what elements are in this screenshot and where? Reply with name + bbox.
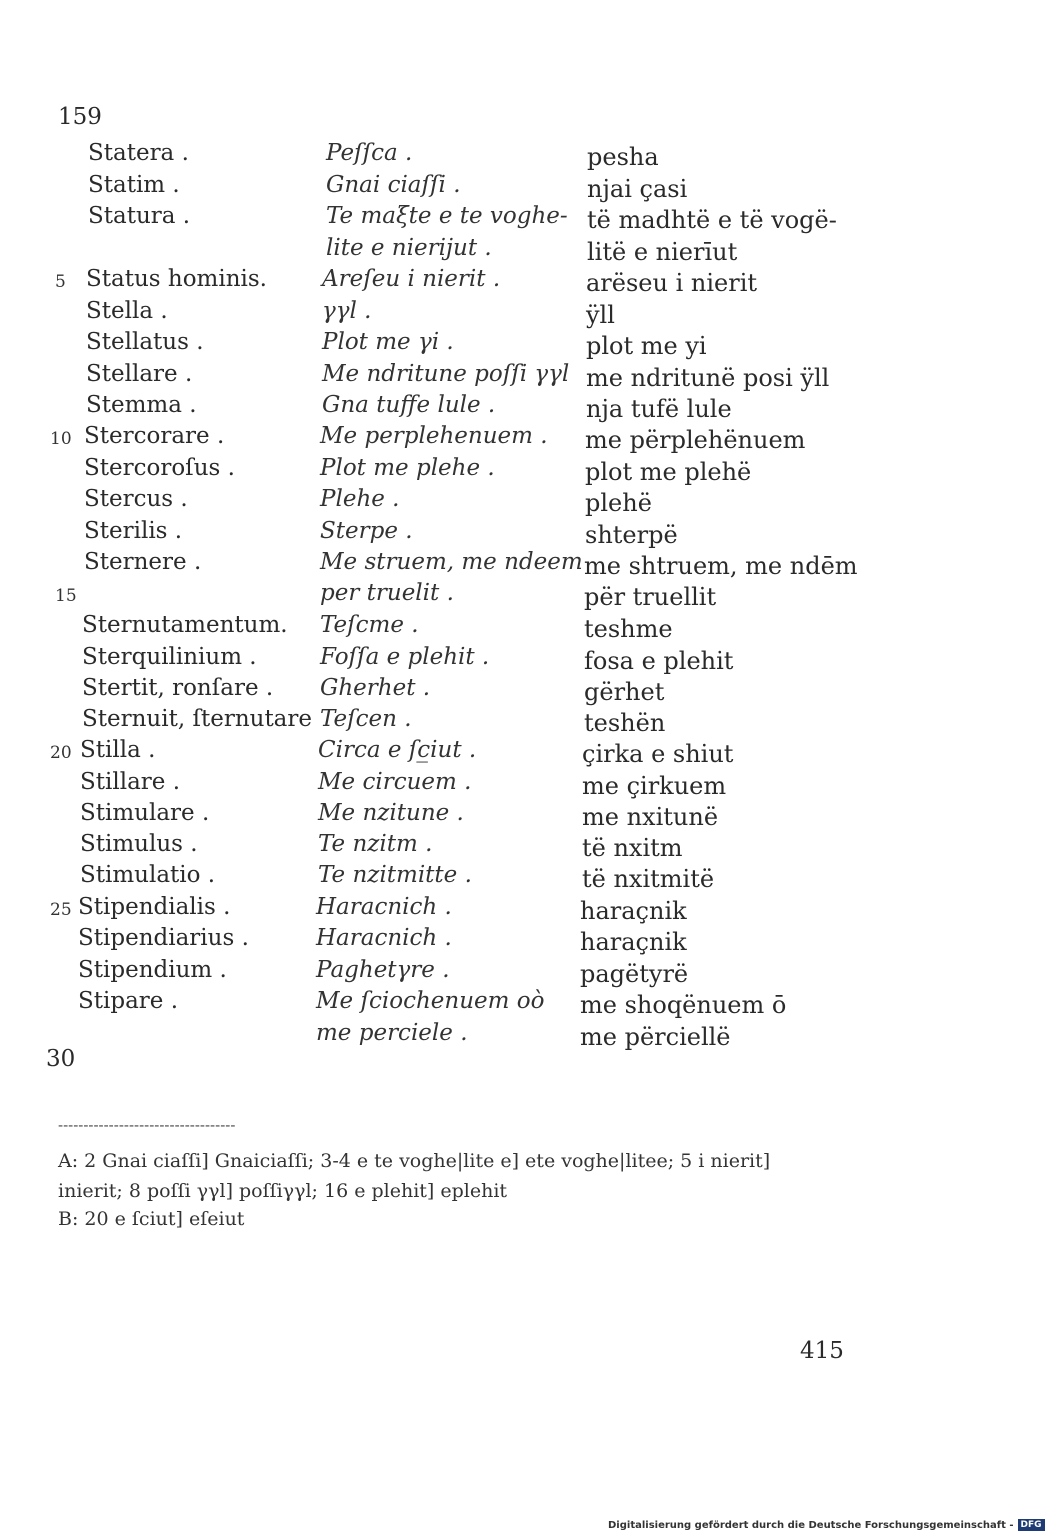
albanian-modern: teshme [584, 615, 673, 643]
dfg-logo: DFG [1018, 1519, 1045, 1531]
line-number: 25 [50, 900, 72, 920]
albanian-original: Foſſa e plehit . [320, 644, 490, 670]
line-number: 5 [55, 272, 66, 292]
albanian-modern: çirka e shiut [582, 740, 734, 768]
latin-term: Stertit, ronſare . [82, 675, 274, 701]
albanian-modern: me ndritunë posi ÿll [586, 364, 830, 392]
albanian-modern: pagëtyrë [580, 960, 689, 988]
latin-term: Status hominis. [86, 266, 267, 292]
albanian-modern: fosa e plehit [584, 647, 734, 675]
latin-term: Stercus . [84, 486, 188, 512]
line-number-30: 30 [46, 1046, 76, 1072]
albanian-modern: me shtruem, me ndēm [584, 552, 858, 580]
page-number: 415 [800, 1338, 844, 1364]
albanian-original: Te nzitm . [318, 831, 433, 857]
albanian-modern: haraçnik [580, 897, 687, 925]
latin-term: Stillare . [80, 769, 181, 795]
latin-term: Stimulus . [80, 831, 198, 857]
latin-term: Stipendiarius . [78, 925, 249, 951]
albanian-modern: me shoqënuem ō [580, 991, 787, 1019]
albanian-original: Teſcme . [320, 612, 419, 638]
albanian-original: Sterpe . [320, 518, 413, 544]
albanian-modern: haraçnik [580, 928, 687, 956]
albanian-original: Haracnich . [316, 925, 452, 951]
albanian-modern: plot me yi [586, 332, 707, 360]
footnote-b-line-1: B: 20 e ſciut] eſeiut [58, 1208, 245, 1230]
albanian-original: Me circuem . [318, 769, 472, 795]
albanian-modern: ÿll [586, 301, 615, 329]
line-number: 10 [50, 429, 72, 449]
latin-term: Stilla . [80, 737, 156, 763]
albanian-modern: me përplehënuem [585, 426, 806, 454]
line-number: 15 [55, 586, 77, 606]
latin-term: Stimulare . [80, 800, 210, 826]
albanian-modern: arëseu i nierit [586, 269, 758, 297]
albanian-modern: për truellit [584, 583, 717, 611]
albanian-original: Gna tuffe lule . [322, 392, 496, 418]
albanian-modern: plot me plehë [585, 458, 752, 486]
footnote-separator: ----------------------------------- [58, 1116, 236, 1134]
albanian-original: per truelit . [320, 580, 454, 606]
albanian-modern: nja tufë lule [586, 395, 732, 423]
albanian-original: Te nzitmitte . [318, 862, 472, 888]
albanian-original: Plot me plehe . [320, 455, 495, 481]
albanian-modern: pesha [587, 143, 659, 171]
albanian-modern: njai çasi [587, 175, 688, 203]
latin-term: Stercorare . [84, 423, 225, 449]
latin-term: Stella . [86, 298, 168, 324]
latin-term: Stipendialis . [78, 894, 231, 920]
albanian-original: Te maξte e te voghe- [326, 203, 568, 229]
albanian-modern: të nxitmitë [582, 865, 715, 893]
latin-term: Stercoroſus . [84, 455, 235, 481]
albanian-modern: me përciellë [580, 1023, 731, 1051]
albanian-original: Me ſciochenuem oò [316, 988, 545, 1014]
albanian-original: lite e nierijut . [326, 235, 492, 261]
footer-credit [608, 1519, 1045, 1531]
albanian-modern: shterpë [585, 521, 678, 549]
latin-term: Stellatus . [86, 329, 204, 355]
latin-term: Sternuit, ſternutare [82, 706, 312, 732]
albanian-original: me perciele . [316, 1020, 468, 1046]
latin-term: Stipendium . [78, 957, 227, 983]
albanian-original: Me ndritune poſſi γγl [322, 361, 570, 387]
albanian-modern: të nxitm [582, 834, 683, 862]
albanian-original: Haracnich . [316, 894, 452, 920]
latin-term: Sternutamentum. [82, 612, 288, 638]
latin-term: Stellare . [86, 361, 193, 387]
albanian-original: Plehe . [320, 486, 400, 512]
albanian-modern: të madhtë e të vogë- [587, 206, 837, 234]
albanian-original: Me nzitune . [318, 800, 464, 826]
footer-credit-text: Digitalisierung gefördert durch die Deutsche Forschungsgemeinschaft - [608, 1520, 1014, 1531]
albanian-original: Plot me γi . [322, 329, 454, 355]
albanian-original: Areſeu i nierit . [322, 266, 501, 292]
latin-term: Statera . [88, 140, 189, 166]
latin-term: Stemma . [86, 392, 197, 418]
albanian-original: Paghetγre . [316, 957, 450, 983]
albanian-modern: me nxitunë [582, 803, 719, 831]
line-number: 20 [50, 743, 72, 763]
latin-term: Sterquilinium . [82, 644, 257, 670]
latin-term: Sternere . [84, 549, 202, 575]
footnote-a-line-1: A: 2 Gnai ciaſſi] Gnaiciaſſi; 3-4 e te voghe|lite e] ete voghe|litee; 5 i nierit] [58, 1150, 771, 1172]
albanian-original: Me struem, me ndeem [320, 549, 583, 575]
albanian-modern: litë e nierīut [587, 238, 738, 266]
latin-term: Statim . [88, 172, 180, 198]
albanian-modern: me çirkuem [582, 772, 727, 800]
latin-term: Sterilis . [84, 518, 183, 544]
latin-term: Stipare . [78, 988, 179, 1014]
latin-term: Stimulatio . [80, 862, 216, 888]
albanian-original: Circa e ſc̲iut . [318, 737, 477, 763]
albanian-modern: plehë [585, 489, 652, 517]
albanian-original: Gherhet . [320, 675, 431, 701]
footnote-a-line-2: inierit; 8 poſſi γγl] poſſiγγl; 16 e plehit] eplehit [58, 1180, 508, 1202]
page-start-number: 159 [58, 104, 102, 130]
albanian-modern: teshën [584, 709, 666, 737]
albanian-original: Gnai ciaſſi . [326, 172, 461, 198]
albanian-original: Teſcen . [320, 706, 412, 732]
latin-term: Statura . [88, 203, 191, 229]
albanian-original: γγl . [322, 298, 372, 324]
albanian-original: Peſſca . [326, 140, 413, 166]
albanian-modern: gërhet [584, 678, 665, 706]
albanian-original: Me perplehenuem . [320, 423, 548, 449]
